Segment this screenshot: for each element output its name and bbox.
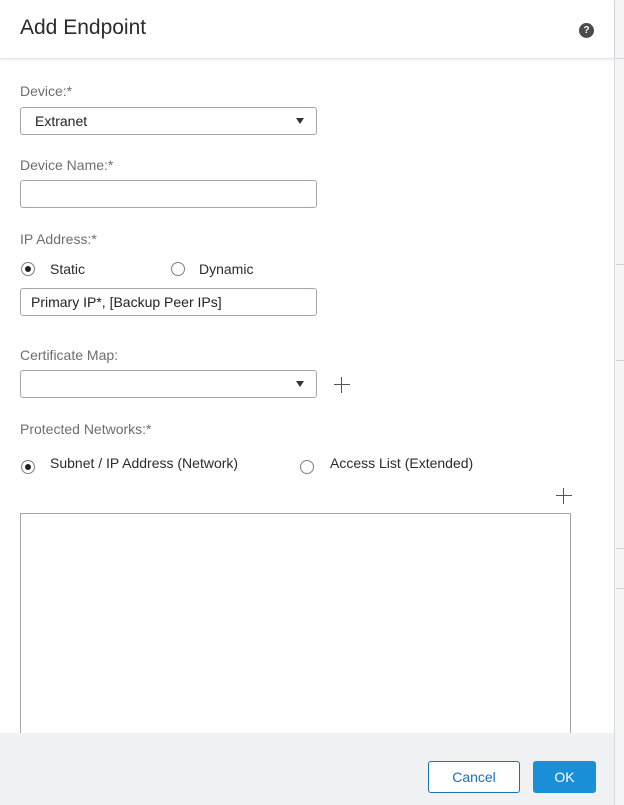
- device-name-input[interactable]: [20, 180, 317, 208]
- certificate-map-label: Certificate Map:: [20, 347, 119, 363]
- protected-networks-list[interactable]: [20, 513, 571, 733]
- device-name-label: Device Name:*: [20, 157, 114, 173]
- device-select[interactable]: [20, 107, 317, 135]
- add-certificate-map-icon[interactable]: [334, 377, 350, 393]
- protected-networks-label: Protected Networks:*: [20, 421, 152, 437]
- access-list-radio[interactable]: [300, 460, 314, 474]
- dynamic-radio[interactable]: [171, 262, 185, 276]
- ok-button[interactable]: OK: [533, 761, 596, 793]
- background-divider: [616, 548, 624, 549]
- subnet-ip-radio[interactable]: [21, 460, 35, 474]
- background-divider: [616, 360, 624, 361]
- chevron-down-icon: [296, 118, 304, 124]
- certificate-map-select[interactable]: [20, 370, 317, 398]
- background-divider: [616, 58, 624, 59]
- device-label: Device:*: [20, 83, 73, 99]
- static-radio[interactable]: [21, 262, 35, 276]
- ip-address-label: IP Address:*: [20, 231, 97, 247]
- dynamic-radio-label[interactable]: Dynamic: [199, 261, 254, 277]
- dialog-footer: [0, 733, 614, 805]
- access-list-radio-label[interactable]: Access List (Extended): [330, 455, 474, 471]
- chevron-down-icon: [296, 381, 304, 387]
- cancel-button[interactable]: Cancel: [428, 761, 520, 793]
- ip-address-input[interactable]: [20, 288, 317, 316]
- background-page-strip: [614, 0, 624, 805]
- device-selected-value: Extranet: [35, 113, 88, 129]
- help-icon[interactable]: ?: [579, 23, 594, 38]
- add-protected-network-icon[interactable]: [556, 488, 572, 504]
- background-divider: [616, 264, 624, 265]
- dialog-title: Add Endpoint: [20, 16, 147, 39]
- subnet-ip-radio-label[interactable]: Subnet / IP Address (Network): [50, 455, 239, 471]
- dialog-header: [0, 0, 614, 59]
- static-radio-label[interactable]: Static: [50, 261, 86, 277]
- background-divider: [616, 588, 624, 589]
